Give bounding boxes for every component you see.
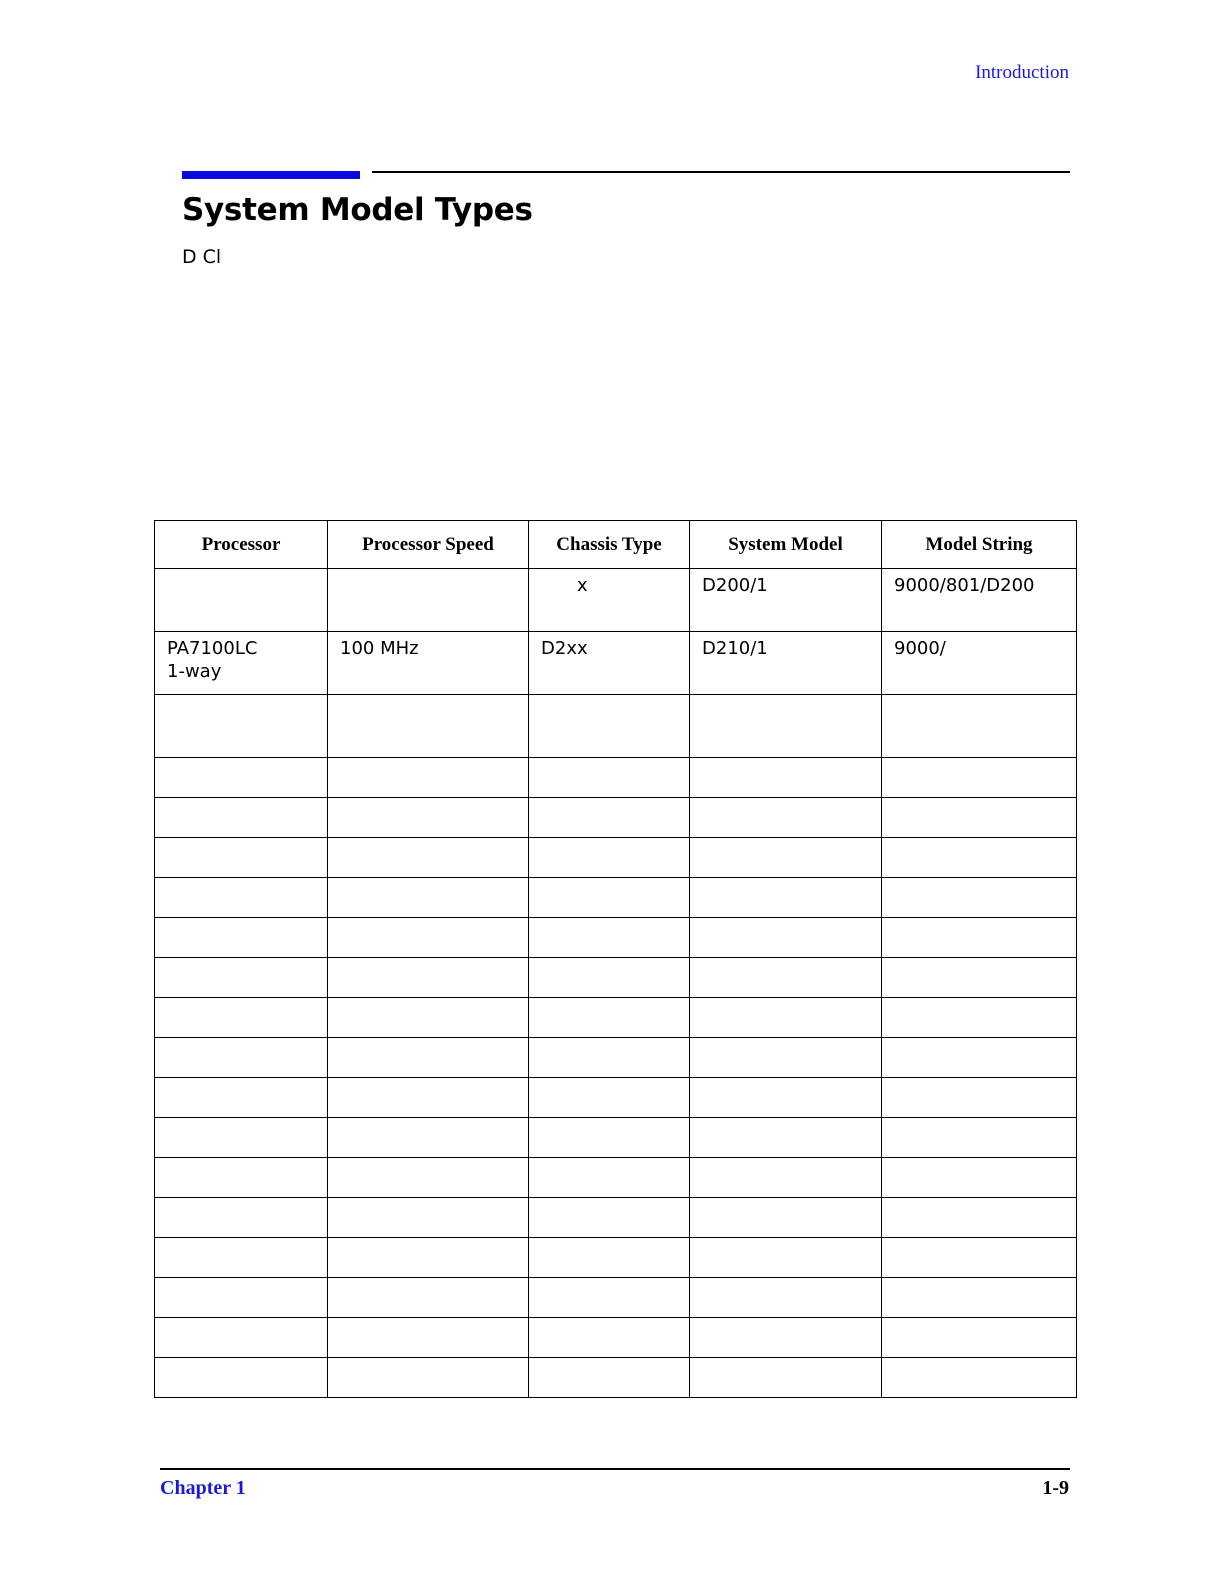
table-cell: D210/1	[690, 632, 882, 695]
table-row	[155, 1118, 1077, 1158]
table-cell	[882, 1078, 1077, 1118]
table-cell	[328, 1318, 529, 1358]
table-cell	[155, 1278, 328, 1318]
table-cell	[882, 1198, 1077, 1238]
table-cell	[529, 878, 690, 918]
table-cell	[882, 998, 1077, 1038]
table-cell	[882, 878, 1077, 918]
table-row	[155, 1198, 1077, 1238]
table-cell	[328, 569, 529, 632]
table-cell	[155, 998, 328, 1038]
table-cell	[690, 918, 882, 958]
table-cell	[328, 1358, 529, 1398]
table-cell	[690, 758, 882, 798]
system-model-table	[154, 520, 1077, 1398]
table-cell	[328, 918, 529, 958]
table-row	[155, 918, 1077, 958]
table-header-row	[155, 521, 1077, 569]
table-row	[155, 998, 1077, 1038]
table-cell	[155, 569, 328, 632]
table-cell	[690, 878, 882, 918]
table-cell	[155, 1358, 328, 1398]
table-cell	[882, 1038, 1077, 1078]
table-cell	[155, 1038, 328, 1078]
table-cell	[328, 838, 529, 878]
table-row	[155, 1158, 1077, 1198]
table-cell	[690, 798, 882, 838]
table-cell	[529, 1078, 690, 1118]
table-cell	[529, 1198, 690, 1238]
table-cell: PA7100LC 1-way	[155, 632, 328, 695]
footer-page-number: 1-9	[1042, 1477, 1069, 1499]
table-cell	[328, 1198, 529, 1238]
table-row	[155, 1318, 1077, 1358]
column-header-model-string: Model String	[882, 521, 1077, 569]
table-cell	[328, 1238, 529, 1278]
table-cell	[328, 1118, 529, 1158]
table-cell	[155, 798, 328, 838]
table-cell	[155, 838, 328, 878]
footer-rule	[160, 1468, 1070, 1470]
table-row	[155, 958, 1077, 998]
table-cell	[882, 1118, 1077, 1158]
table-cell	[155, 1238, 328, 1278]
table-cell	[882, 758, 1077, 798]
table-cell	[328, 1038, 529, 1078]
table-row	[155, 695, 1077, 758]
table-cell	[529, 838, 690, 878]
table-cell: 9000/801/D200	[882, 569, 1077, 632]
table-cell	[882, 1238, 1077, 1278]
table-cell	[690, 838, 882, 878]
table-cell	[529, 1318, 690, 1358]
table-cell	[328, 798, 529, 838]
table-row	[155, 798, 1077, 838]
table-cell	[155, 878, 328, 918]
table-cell	[328, 1278, 529, 1318]
table-cell	[529, 1158, 690, 1198]
table-cell: x	[529, 569, 690, 632]
table-row	[155, 569, 1077, 632]
table-row	[155, 1278, 1077, 1318]
table-cell	[155, 1198, 328, 1238]
table-cell	[882, 1318, 1077, 1358]
footer-chapter: Chapter 1	[160, 1477, 246, 1499]
table-cell	[690, 958, 882, 998]
table-cell	[690, 1238, 882, 1278]
table-cell: D200/1	[690, 569, 882, 632]
table-cell	[529, 798, 690, 838]
table-row	[155, 1358, 1077, 1398]
table-cell	[328, 758, 529, 798]
table-cell	[328, 958, 529, 998]
table-cell	[529, 1238, 690, 1278]
table-cell	[155, 1078, 328, 1118]
table-cell	[155, 918, 328, 958]
table-row	[155, 758, 1077, 798]
table-cell	[690, 1318, 882, 1358]
table-cell	[529, 1038, 690, 1078]
table-cell	[155, 1318, 328, 1358]
table-cell	[690, 1358, 882, 1398]
intro-text: D Cl	[182, 246, 222, 268]
table-cell	[155, 695, 328, 758]
table-cell	[529, 1118, 690, 1158]
table-cell	[690, 1158, 882, 1198]
table-cell	[690, 998, 882, 1038]
table-cell	[882, 838, 1077, 878]
table-row	[155, 1038, 1077, 1078]
table-cell	[529, 918, 690, 958]
table-cell	[328, 1078, 529, 1118]
table-cell	[882, 958, 1077, 998]
table-cell	[529, 758, 690, 798]
table-cell	[690, 1198, 882, 1238]
table-cell	[690, 695, 882, 758]
table-cell: D2xx	[529, 632, 690, 695]
table-cell	[328, 878, 529, 918]
table-row	[155, 838, 1077, 878]
table-cell	[690, 1038, 882, 1078]
running-header: Introduction	[975, 62, 1069, 83]
section-accent-rule	[182, 171, 360, 179]
table-cell	[328, 1158, 529, 1198]
page-title: System Model Types	[182, 192, 533, 228]
table-row	[155, 1238, 1077, 1278]
table-cell	[328, 695, 529, 758]
table-cell	[690, 1278, 882, 1318]
table-cell	[328, 998, 529, 1038]
table-cell	[882, 1158, 1077, 1198]
table-cell	[882, 798, 1077, 838]
table-cell	[882, 695, 1077, 758]
table-cell	[529, 1278, 690, 1318]
table-cell	[690, 1118, 882, 1158]
table-cell	[155, 1118, 328, 1158]
table-cell	[155, 758, 328, 798]
table-row	[155, 1078, 1077, 1118]
table-cell	[690, 1078, 882, 1118]
table-cell: 100 MHz	[328, 632, 529, 695]
table-cell	[155, 958, 328, 998]
table-cell	[529, 958, 690, 998]
table-cell: 9000/	[882, 632, 1077, 695]
table-cell	[155, 1158, 328, 1198]
table-cell	[882, 918, 1077, 958]
table-cell	[529, 998, 690, 1038]
section-rule	[372, 171, 1070, 173]
table-cell	[529, 1358, 690, 1398]
table-row	[155, 878, 1077, 918]
table-row	[155, 632, 1077, 695]
table-cell	[882, 1358, 1077, 1398]
table-cell	[882, 1278, 1077, 1318]
column-header-processor-speed: Processor Speed	[328, 521, 529, 569]
column-header-system-model: System Model	[690, 521, 882, 569]
table-cell	[529, 695, 690, 758]
column-header-chassis-type: Chassis Type	[529, 521, 690, 569]
column-header-processor: Processor	[155, 521, 328, 569]
